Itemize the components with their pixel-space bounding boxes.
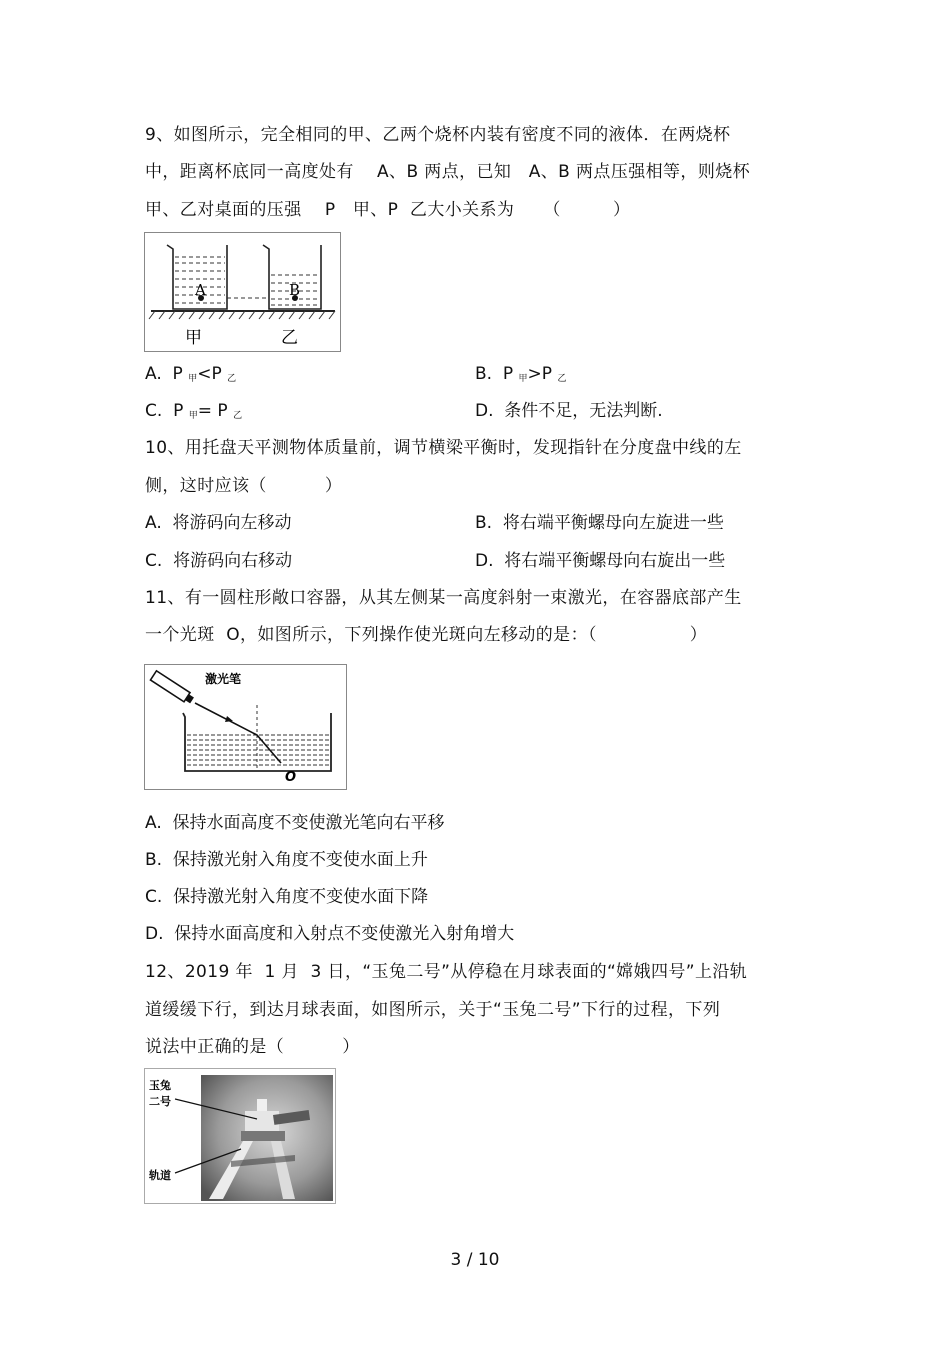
q10-text-line-2: 侧，这时应该（ ） (145, 476, 343, 496)
q9-option-b: B. P $_甲$>P $_乙$ (475, 364, 567, 384)
q9-option-d: D. 条件不足，无法判断. (475, 401, 663, 421)
laser-pen (150, 671, 195, 705)
label-jia: 甲 (185, 328, 202, 348)
q9-option-c: C. P $_甲$= P $_乙$ (145, 401, 243, 421)
q11-text-line-2: 一个光斑 O，如图所示，下列操作使光斑向左移动的是：（ ） (145, 625, 708, 645)
q11-laser-diagram (145, 665, 346, 789)
laser-beam (195, 703, 281, 763)
q9-text-line-3: 甲、乙对桌面的压强 P 甲、P 乙大小关系为 （ ） (145, 200, 631, 220)
q11-option-c: C. 保持激光射入角度不变使水面下降 (145, 887, 429, 907)
point-a-label: A (195, 281, 206, 299)
laser-pen-label: 激光笔 (205, 672, 242, 686)
water (187, 735, 329, 765)
q11-option-d: D. 保持水面高度和入射点不变使激光入射角增大 (145, 924, 515, 944)
q9-text-line-2: 中，距离杯底同一高度处有 A、B 两点，已知 A、B 两点压强相等，则烧杯 (145, 162, 751, 182)
q10-option-b: B. 将右端平衡螺母向左旋进一些 (475, 513, 724, 533)
q10-option-d: D. 将右端平衡螺母向右旋出一些 (475, 551, 726, 571)
q11-laser-figure (144, 664, 347, 790)
q9-beakers-diagram (145, 233, 340, 351)
q10-option-c: C. 将游码向右移动 (145, 551, 293, 571)
q10-text-line-1: 10、用托盘天平测物体质量前，调节横梁平衡时，发现指针在分度盘中线的左 (145, 438, 742, 458)
page-number: 3 / 10 (450, 1250, 500, 1270)
beaker-jia (167, 245, 227, 309)
q12-rover-image (145, 1069, 335, 1203)
q12-rover-photo (144, 1068, 336, 1204)
q12-text-line-2: 道缓缓下行，到达月球表面，如图所示，关于“玉兔二号”下行的过程，下列 (145, 1000, 721, 1020)
beam-arrow (225, 716, 233, 722)
q11-option-b: B. 保持激光射入角度不变使水面上升 (145, 850, 428, 870)
q12-text-line-1: 12、2019 年 1 月 3 日，“玉兔二号”从停稳在月球表面的“嫦娥四号”上沿轨 (145, 962, 748, 982)
q10-option-a: A. 将游码向左移动 (145, 513, 292, 533)
q11-text-line-1: 11、有一圆柱形敞口容器，从其左侧某一高度斜射一束激光，在容器底部产生 (145, 588, 742, 608)
spot-label: O (285, 770, 297, 785)
q9-option-a: A. P $_甲$<P $_乙$ (145, 364, 237, 384)
q9-beakers-figure (144, 232, 341, 352)
track-label: 轨道 (149, 1169, 171, 1182)
point-b-label: B (289, 281, 301, 299)
q9-text-line-1: 9、如图所示，完全相同的甲、乙两个烧杯内装有密度不同的液体．在两烧杯 (145, 125, 731, 145)
rover-label-line-2: 二号 (149, 1095, 171, 1108)
rover-label-line-1: 玉兔 (149, 1079, 171, 1092)
q12-text-line-3: 说法中正确的是（ ） (145, 1037, 360, 1057)
label-yi: 乙 (281, 328, 298, 348)
q11-option-a: A. 保持水面高度不变使激光笔向右平移 (145, 813, 445, 833)
beaker-yi (263, 245, 321, 309)
